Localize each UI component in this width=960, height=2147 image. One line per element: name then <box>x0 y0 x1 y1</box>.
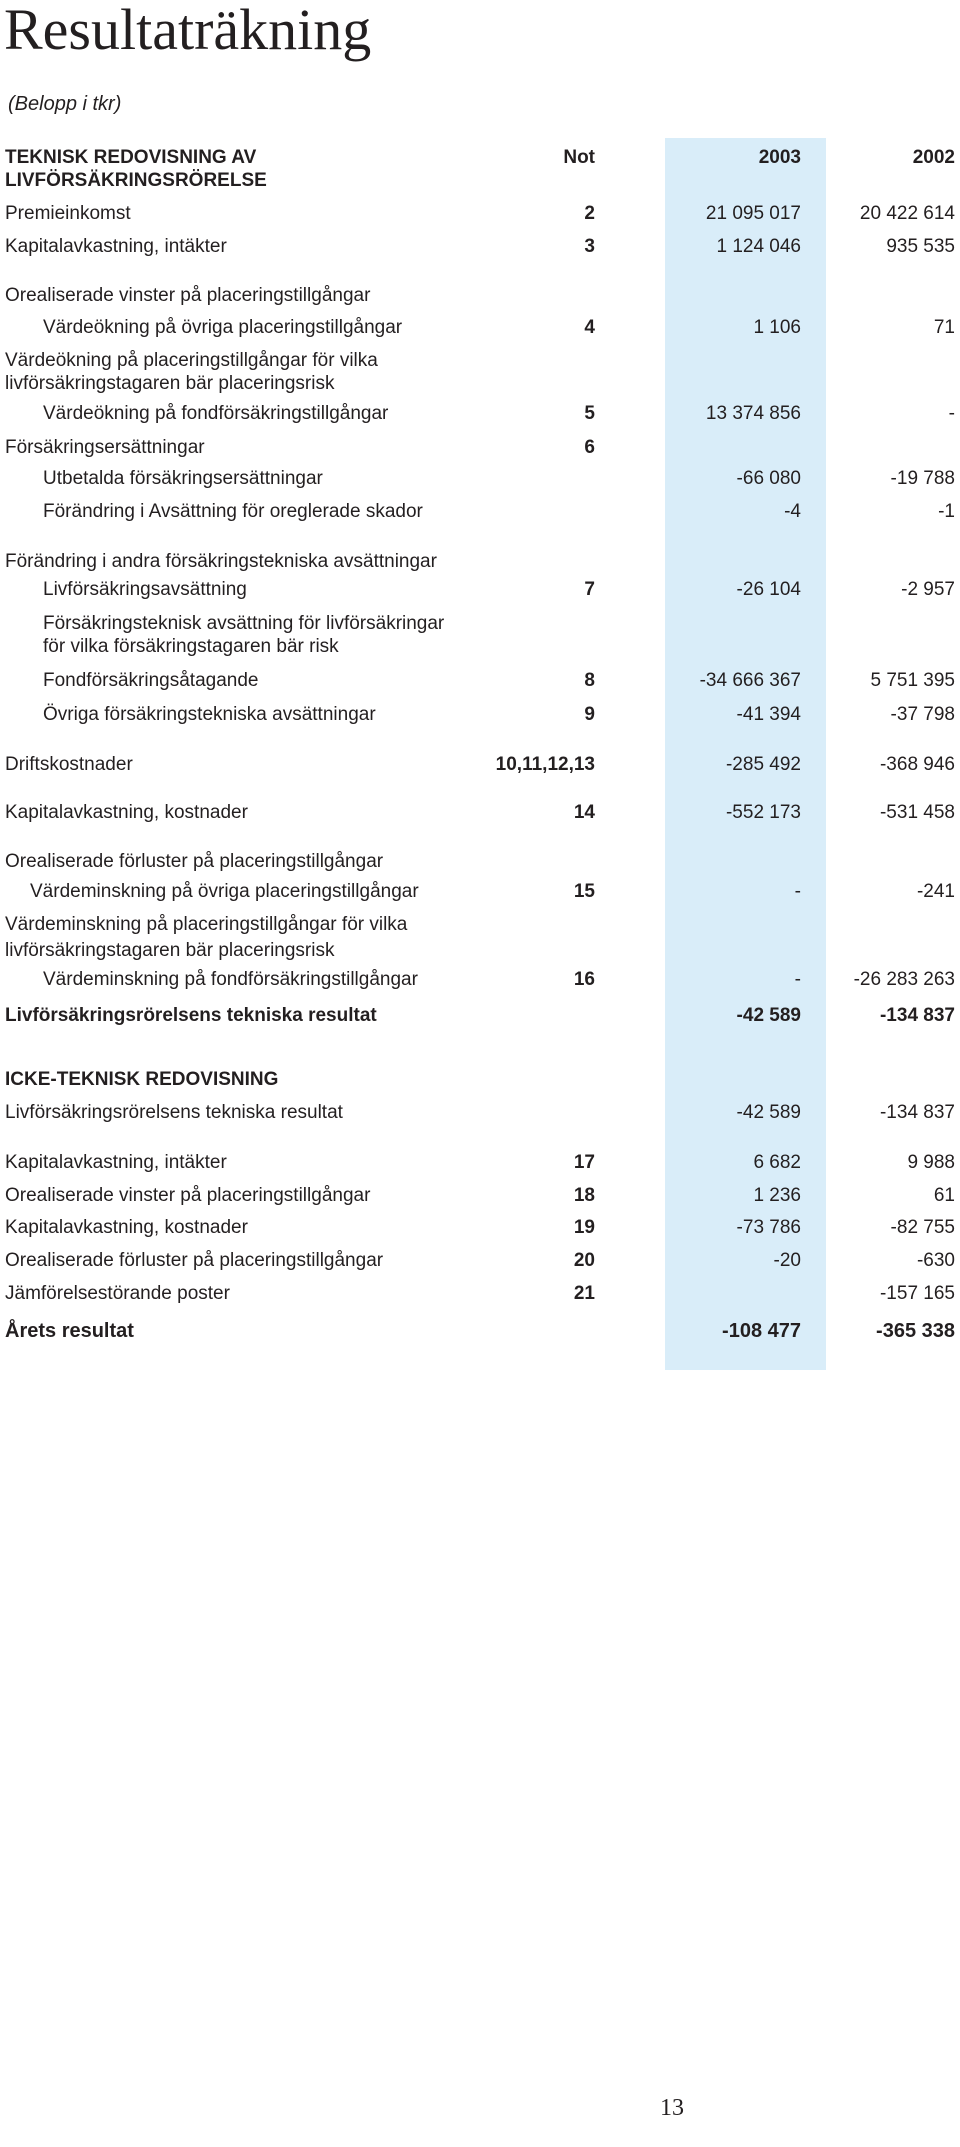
header-2003: 2003 <box>758 147 801 168</box>
header-2002: 2002 <box>912 147 955 168</box>
section-heading: TEKNISK REDOVISNING AV <box>5 147 257 168</box>
amount-unit-note: (Belopp i tkr) <box>8 93 122 115</box>
page-number: 13 <box>660 2095 684 2121</box>
section-heading-line2: LIVFÖRSÄKRINGSRÖRELSE <box>5 170 267 191</box>
page-title: Resultaträkning <box>4 0 372 62</box>
header-not: Not <box>563 147 595 168</box>
